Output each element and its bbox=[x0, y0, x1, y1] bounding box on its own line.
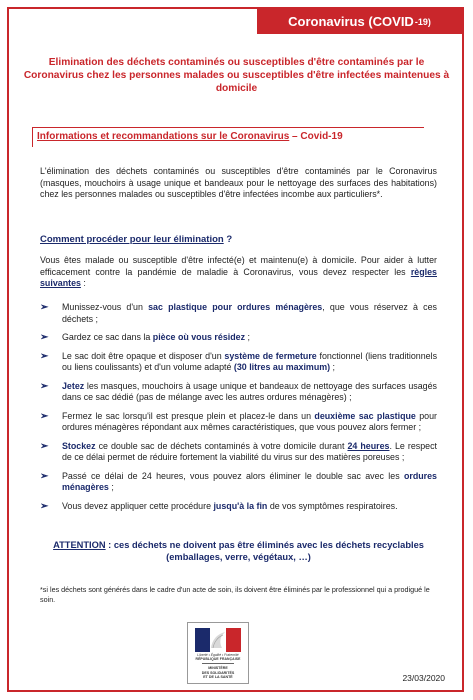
list-item-text: , que vous réservez à ces déchets ; bbox=[62, 302, 437, 324]
list-item bbox=[40, 351, 437, 374]
how-heading-label: Comment procéder pour leur élimination bbox=[40, 234, 224, 245]
logo-motto: Liberté • Égalité • Fraternité bbox=[197, 653, 239, 657]
list-item bbox=[40, 501, 437, 513]
logo-divider bbox=[202, 663, 234, 664]
publication-date: 23/03/2020 bbox=[402, 673, 445, 683]
logo-ministry-line: MINISTÈRE bbox=[208, 666, 228, 670]
instruction-list bbox=[40, 302, 437, 519]
list-item-text: Vous devez appliquer cette procédure bbox=[62, 500, 214, 511]
banner-title: Coronavirus (COVID bbox=[288, 14, 414, 29]
list-item bbox=[40, 471, 437, 494]
list-item-emphasis: jusqu'à la fin bbox=[213, 500, 268, 511]
list-item-emphasis: deuxième sac plastique bbox=[314, 410, 416, 421]
marianne-flag-icon bbox=[195, 628, 241, 652]
section-heading bbox=[32, 127, 424, 147]
list-item-text: ce double sac de déchets contaminés à votre domicile durant bbox=[95, 440, 348, 451]
list-item bbox=[40, 302, 437, 325]
logo-ministry bbox=[190, 666, 246, 680]
list-item-text: ; bbox=[330, 362, 336, 372]
how-heading bbox=[40, 234, 232, 245]
arrow-icon: ➢ bbox=[40, 500, 49, 512]
list-item bbox=[40, 441, 437, 464]
banner-title-small: -19) bbox=[414, 16, 431, 27]
arrow-icon: ➢ bbox=[40, 302, 49, 313]
arrow-icon: ➢ bbox=[40, 350, 49, 362]
list-item-emphasis: système de fermeture bbox=[224, 350, 317, 361]
list-item-text: ; bbox=[108, 482, 114, 492]
arrow-icon: ➢ bbox=[40, 380, 49, 392]
list-item bbox=[40, 332, 437, 344]
arrow-icon: ➢ bbox=[40, 332, 49, 343]
list-item-text: pour ordures ménagères répondant aux mêmes caractéristiques, que vous pouvez alors fermer ; bbox=[62, 410, 437, 432]
list-item-text: . Le respect de ce délai permet de réduire fortement la viabilité du virus sur des matières poreuses ; bbox=[62, 440, 437, 462]
attention-label: ATTENTION bbox=[53, 540, 106, 550]
list-item bbox=[40, 381, 437, 404]
section-heading-suffix: – Covid-19 bbox=[289, 131, 343, 142]
section-heading-label: Informations et recommandations sur le Coronavirus bbox=[37, 131, 290, 142]
lead-paragraph bbox=[40, 255, 437, 290]
list-item-text: de vos symptômes respiratoires. bbox=[267, 500, 398, 511]
logo-ministry-line: DES SOLIDARITÉS bbox=[201, 670, 235, 675]
list-item-emphasis: 24 heures bbox=[347, 440, 390, 451]
list-item-emphasis: sac plastique pour ordures ménagères bbox=[148, 302, 323, 312]
list-item-text: Munissez-vous d'un bbox=[62, 302, 149, 312]
list-item-emphasis: Jetez bbox=[62, 380, 85, 391]
footnote: *si les déchets sont générés dans le cadre d'un acte de soin, ils doivent être éliminés par le professionnel qui a prodigué le soin. bbox=[40, 585, 430, 604]
lead-text: Vous êtes malade ou susceptible d'être infecté(e) et maintenu(e) à domicile. Pour aider à lutter efficacement contre la pandémie de maladie à Coronavirus, vous devez respecter les bbox=[40, 255, 437, 277]
list-item-text: Gardez ce sac dans la bbox=[62, 332, 153, 342]
page-title: Elimination des déchets contaminés ou susceptibles d'être contaminés par le Coronavirus chez les personnes malades ou susceptibles d'être infectées maintenues à domicile bbox=[23, 57, 450, 94]
list-item-text: Passé ce délai de 24 heures, vous pouvez alors éliminer le double sac avec les bbox=[62, 470, 404, 481]
list-item-emphasis: (30 litres au maximum) bbox=[233, 362, 331, 372]
arrow-icon: ➢ bbox=[40, 440, 49, 452]
list-item bbox=[40, 411, 437, 434]
list-item-emphasis: pièce où vous résidez bbox=[152, 332, 246, 342]
attention-notice bbox=[40, 539, 437, 563]
lead-rules-link: règles suivantes bbox=[40, 266, 437, 288]
how-heading-suffix: ? bbox=[223, 234, 233, 245]
list-item-text: fonctionnel (liens traditionnels ou liens coulissants) et d'un volume adapté bbox=[62, 350, 438, 372]
lead-end: : bbox=[80, 278, 86, 288]
arrow-icon: ➢ bbox=[40, 410, 49, 422]
list-item-text: Le sac doit être opaque et disposer d'un bbox=[62, 350, 225, 361]
arrow-icon: ➢ bbox=[40, 470, 49, 482]
intro-paragraph: L'élimination des déchets contaminés ou susceptibles d'être contaminés par le Coronavirus (masques, mouchoirs à usage unique et bandeaux pour le nettoyage des surfaces des habitations) chez les personnes malades ou susceptibles d'être infectées incombe aux particuliers*. bbox=[40, 166, 437, 199]
list-item-text: les masques, mouchoirs à usage unique et bandeaux de nettoyage des surfaces usagés dans ce sac dédié (pas de mélange avec les autres ordures ménagères) ; bbox=[62, 380, 437, 402]
attention-text-2: (emballages, verre, végétaux, …) bbox=[166, 552, 311, 562]
list-item-emphasis: ordures ménagères bbox=[62, 470, 437, 492]
logo-ministry-line: ET DE LA SANTÉ bbox=[203, 675, 233, 679]
list-item-emphasis: Stockez bbox=[62, 440, 96, 451]
attention-text: : ces déchets ne doivent pas être éliminés avec les déchets recyclables bbox=[105, 540, 424, 550]
banner bbox=[257, 9, 462, 34]
logo-republic: RÉPUBLIQUE FRANÇAISE bbox=[195, 657, 241, 661]
ministry-logo bbox=[187, 622, 249, 684]
list-item-text: Fermez le sac lorsqu'il est presque plein et placez-le dans un bbox=[62, 410, 315, 421]
list-item-text: ; bbox=[245, 332, 250, 342]
